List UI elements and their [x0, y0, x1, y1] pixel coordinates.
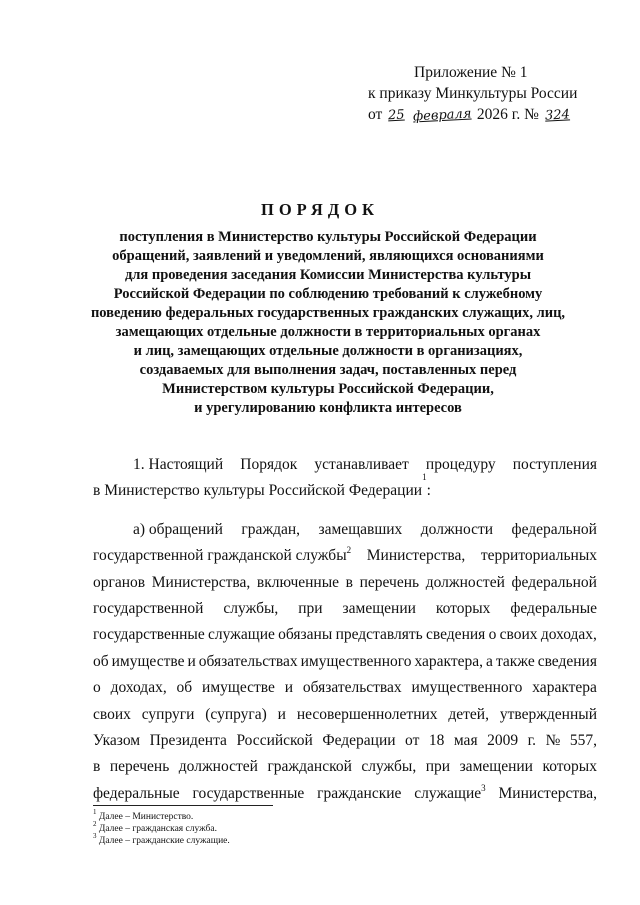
word: граждан, [241, 520, 301, 538]
para2-line6 [93, 649, 597, 675]
word: имущественного [411, 679, 523, 697]
para2-word: служащие [414, 784, 482, 802]
footnote-ref-1: 1 [422, 472, 427, 483]
word: должностей [178, 758, 258, 776]
para2-servants [414, 781, 485, 807]
footnote-number: 3 [93, 831, 97, 840]
annex-header [362, 62, 602, 126]
word: 557, [569, 732, 597, 750]
word: своих [93, 705, 131, 723]
word: обязательствах [198, 652, 298, 670]
word: государственной [93, 600, 204, 618]
word: и [284, 679, 293, 697]
word: г. [527, 732, 537, 750]
word: от [405, 732, 420, 750]
word: при [425, 758, 451, 776]
para1-colon: : [426, 482, 431, 500]
word: своих [499, 626, 538, 644]
word: (супруга) [205, 705, 267, 723]
para2-word: гражданские [317, 784, 402, 802]
word: федеральной [511, 520, 597, 538]
para1-text: в Министерство культуры Российской Федерации [93, 482, 423, 500]
para1-line1 [93, 452, 597, 478]
word: доходах, [110, 679, 167, 697]
word: № [545, 732, 561, 750]
word: службы, [361, 758, 417, 776]
word: характера, [414, 652, 484, 670]
word: государственные [93, 626, 205, 644]
para2-word: Министерства, [366, 547, 466, 565]
word: об [176, 679, 193, 697]
annex-date-prefix: от [368, 106, 383, 123]
word: также [495, 652, 535, 670]
word: замещении [342, 600, 416, 618]
footnote-1 [93, 807, 393, 823]
word: об [93, 652, 109, 670]
word: должности [420, 520, 494, 538]
handwritten-order-number: 324 [544, 107, 571, 124]
subtitle-line: замещающих отдельные должности в территориальных органах [115, 324, 541, 340]
word: а [486, 652, 493, 670]
document-title: ПОРЯДОК [261, 200, 379, 219]
word: служащие [208, 626, 275, 644]
para2-word: государственные [192, 784, 305, 802]
footnote-2 [93, 819, 393, 835]
para2-line2-start [93, 543, 351, 569]
word: службы, [223, 600, 279, 618]
word: детей, [448, 705, 489, 723]
word: органов [93, 573, 146, 591]
word: Российской [236, 732, 313, 750]
subtitle-line: Министерством культуры Российской Федерации, [162, 381, 494, 397]
annex-title: Приложение № 1 [414, 64, 528, 81]
para2-line3 [93, 570, 597, 596]
word: сведения [537, 652, 597, 670]
word: несовершеннолетних [296, 705, 438, 723]
word: Указом [93, 732, 141, 750]
para2-line1 [93, 517, 597, 543]
subtitle-line: и урегулированию конфликта интересов [194, 400, 462, 416]
word: имуществе [111, 652, 185, 670]
para2-line4 [93, 596, 597, 622]
para2-line2 [93, 543, 597, 569]
subtitle-line: Российской Федерации по соблюдению требований к служебному [113, 286, 543, 302]
subtitle-line: и лиц, замещающих отдельные должности в организациях, [133, 343, 523, 359]
footnote-ref-2: 2 [346, 545, 352, 556]
body-text [93, 452, 597, 807]
word: устанавливает [314, 456, 409, 473]
footnotes [93, 807, 393, 847]
para2-line7 [93, 675, 597, 701]
para2-word: Министерства, [498, 784, 597, 802]
footnote-number: 1 [93, 807, 97, 816]
word: перечень [359, 573, 420, 591]
subtitle-line: поступления в Министерство культуры Российской Федерации [119, 229, 537, 245]
footnote-text: Далее – Министерство. [98, 812, 194, 822]
word: поступления [512, 456, 597, 473]
para2-line8 [93, 702, 597, 728]
para2-line9 [93, 728, 597, 754]
word: замещавших [318, 520, 403, 538]
para2-line11 [93, 781, 597, 807]
word: Президента [149, 732, 227, 750]
word: утвержденный [499, 705, 597, 723]
footnote-ref-3: 3 [481, 782, 486, 793]
annex-year: 2026 г. № [476, 106, 539, 123]
word: 1. Настоящий [133, 456, 224, 473]
word: замещении [459, 758, 533, 776]
word: о [488, 626, 497, 644]
word: обязательствах [302, 679, 402, 697]
word: федеральной [511, 573, 597, 591]
word: представлять [335, 626, 423, 644]
word: в [345, 573, 353, 591]
footnote-text: Далее – гражданские служащие. [98, 836, 230, 846]
handwritten-month: февраля [412, 106, 472, 125]
word: а) обращений [133, 520, 223, 538]
word: обязаны [278, 626, 333, 644]
word: доходах, [540, 626, 597, 644]
word: и [187, 652, 196, 670]
word: мая [453, 732, 478, 750]
subtitle-line: обращений, заявлений и уведомлений, являющихся основаниями [112, 248, 544, 264]
word: имуществе [202, 679, 275, 697]
footnote-separator [93, 805, 273, 806]
word: 2009 [487, 732, 519, 750]
word: которых [542, 758, 597, 776]
footnote-number: 2 [93, 819, 97, 828]
word: федеральные [510, 600, 597, 618]
annex-order-ref: к приказу Минкультуры России [368, 85, 578, 102]
word: о [93, 679, 101, 697]
footnote-text: Далее – гражданская служба. [98, 824, 217, 834]
word: в [93, 758, 101, 776]
para1-line2 [93, 472, 597, 504]
para2-word: территориальных [480, 547, 597, 565]
word: имущественного [300, 652, 412, 670]
word: перечень [109, 758, 170, 776]
word: и [277, 705, 286, 723]
word: при [298, 600, 323, 618]
footnote-3 [93, 831, 393, 847]
word: характера [532, 679, 597, 697]
word: супруги [141, 705, 195, 723]
word: Порядок [240, 456, 298, 473]
annex-date-line [362, 104, 602, 126]
subtitle-line: для проведения заседания Комиссии Министерства культуры [124, 267, 532, 283]
word: 18 [428, 732, 445, 750]
word: должностей [425, 573, 505, 591]
para2-word: федеральные [93, 784, 180, 802]
word: которых [435, 600, 491, 618]
handwritten-day: 25 [387, 107, 406, 124]
subtitle-line: создаваемых для выполнения задач, поставленных перед [139, 362, 517, 378]
para2-service-text: государственной гражданской службы [93, 547, 347, 565]
document-subtitle [88, 228, 568, 418]
word: гражданской [267, 758, 352, 776]
subtitle-line: поведению федеральных государственных гражданских служащих, лиц, [90, 305, 566, 321]
word: процедуру [425, 456, 496, 473]
para2-line5 [93, 622, 597, 648]
word: Федерации [322, 732, 396, 750]
word: Министерства, [151, 573, 251, 591]
para2-line10 [93, 754, 597, 780]
word: включенные [256, 573, 340, 591]
word: сведения [426, 626, 486, 644]
